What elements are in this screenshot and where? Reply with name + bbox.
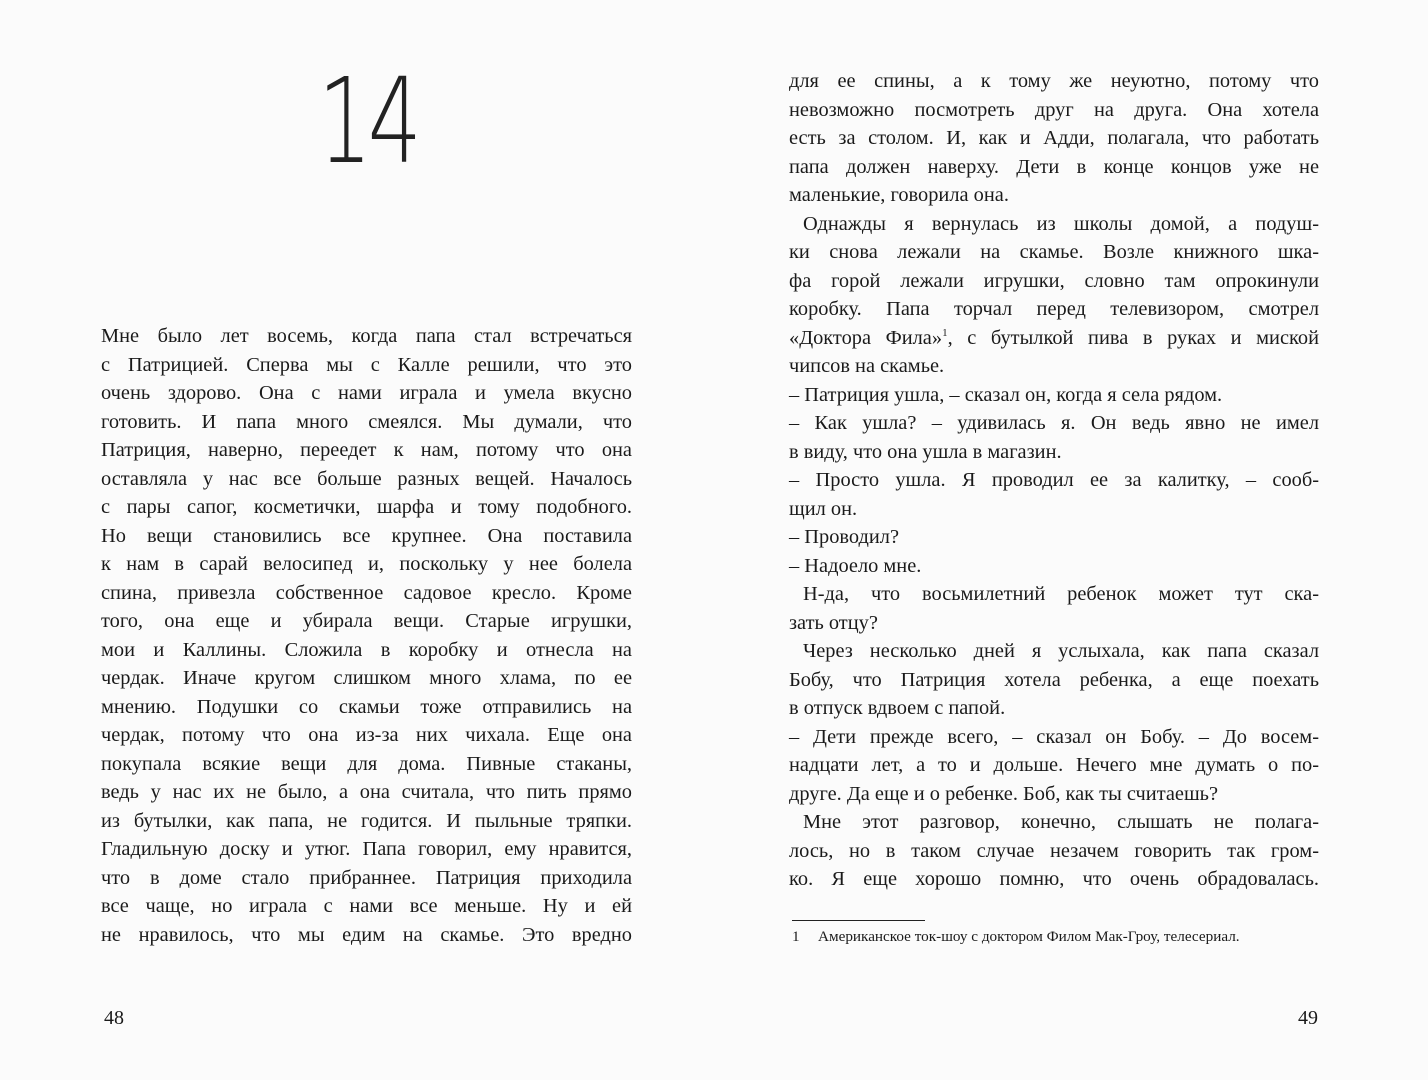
text-line: чердак. Иначе кругом слишком много хлама, по ее [101,667,632,689]
text-line: с Патрицией. Сперва мы с Калле решили, что это [101,353,632,376]
text-line: маленькие, говорила она. [789,184,1009,206]
text-line: невозможно посмотреть друг на друга. Она хотела [789,98,1319,121]
right-body-text [789,67,1319,894]
dialogue-line: – Патриция ушла, – сказал он, когда я села рядом. [789,383,1223,406]
text-line: зать отцу? [789,611,878,634]
footnote [792,925,1322,949]
left-body-text [101,322,632,949]
text-line: чипсов на скамье. [789,355,945,377]
text-line: к нам в сарай велосипед и, поскольку у нее болела [101,553,632,575]
text-line: Через несколько дней я услыхала, как папа сказал [803,640,1319,662]
text-line: спина, привезла собственное садовое кресло. Кроме [101,581,632,604]
text-line: не нравилось, что мы едим на скамье. Это вредно [101,923,632,946]
text-line: Бобу, что Патриция хотела ребенка, а еще поехать [789,668,1319,691]
text-line: что в доме стало прибраннее. Патриция приходила [101,866,632,889]
text-line: коробку. Папа торчал перед телевизором, смотрел [789,298,1319,320]
text-line: оставляла у нас все больше разных вещей. Началось [101,467,632,490]
text-line: папа должен наверху. Дети в конце концов уже не [789,155,1319,178]
footnote-text: Американское ток-шоу с доктором Филом Мак-Гроу, телесериал. [818,928,1240,945]
text-line: в виду, что она ушла в магазин. [789,440,1062,463]
text-line: того, она еще и убирала вещи. Старые игрушки, [101,610,632,632]
footnote-reference: 1 [942,326,948,339]
chapter-number: 14 [318,52,418,190]
dialogue-line: – Просто ушла. Я проводил ее за калитку, – сооб- [789,469,1319,491]
text-line: Н-да, что восьмилетний ребенок может тут ска- [803,583,1319,605]
text-line: Однажды я вернулась из школы домой, а подуш- [803,212,1319,235]
page-number-right: 49 [1298,1007,1318,1029]
text-line: все чаще, но играла с нами все меньше. Ну и ей [101,895,632,917]
text-line: чердак, потому что она из-за них чихала. Еще она [101,724,632,746]
text-line: из бутылки, как папа, не годится. И пыльные тряпки. [101,809,632,832]
text-line: Но вещи становились все крупнее. Она поставила [101,524,632,547]
text-line: ко. Я еще хорошо помню, что очень обрадовалась. [789,868,1319,890]
text-line: Мне этот разговор, конечно, слышать не полага- [803,811,1319,833]
text-line: мои и Каллины. Сложила в коробку и отнесла на [101,638,632,661]
text-line: в отпуск вдвоем с папой. [789,697,1006,719]
text-line: готовить. И папа много смеялся. Мы думали, что [101,410,632,433]
text-line: покупала всякие вещи для дома. Пивные стаканы, [101,752,632,775]
text-line: очень здорово. Она с нами играла и умела вкусно [101,382,632,404]
text-line-with-footnote [789,324,1319,353]
text-line: надцати лет, а то и дольше. Нечего мне думать о по- [789,754,1319,776]
text-line: мнению. Подушки со скамьи тоже отправились на [101,695,632,718]
text-line: ки снова лежали на скамье. Возле книжного шка- [789,241,1319,263]
text-line: фа горой лежали игрушки, словно там опрокинули [789,269,1319,292]
text-line: для ее спины, а к тому же неуютно, потому что [789,70,1319,92]
text-line: друге. Да еще и о ребенке. Боб, как ты считаешь? [789,782,1219,805]
text-line: щил он. [789,497,858,520]
dialogue-line: – Как ушла? – удивилась я. Он ведь явно не имел [789,412,1319,434]
dialogue-line: – Проводил? [789,526,900,548]
text-fragment: , с бутылкой пива в руках и миской [947,326,1319,349]
text-line: Патриция, наверно, переедет к нам, потому что она [101,439,632,461]
text-line: есть за столом. И, как и Адди, полагала, что работать [789,127,1319,149]
footnote-divider [792,920,925,921]
dialogue-line: – Дети прежде всего, – сказал он Бобу. – До восем- [789,725,1319,748]
page-number-left: 48 [104,1007,124,1029]
text-line: лось, но в таком случае незачем говорить так гром- [789,839,1319,862]
footnote-marker: 1 [792,928,800,945]
text-line: Гладильную доску и утюг. Папа говорил, ему нравится, [101,838,632,860]
text-line: Мне было лет восемь, когда папа стал встречаться [101,325,632,347]
dialogue-line: – Надоело мне. [789,554,922,577]
text-line: ведь у нас их не было, а она считала, что пить прямо [101,781,632,803]
text-line: с пары сапог, косметички, шарфа и тому подобного. [101,496,632,518]
text-fragment: «Доктора Фила» [789,326,943,349]
